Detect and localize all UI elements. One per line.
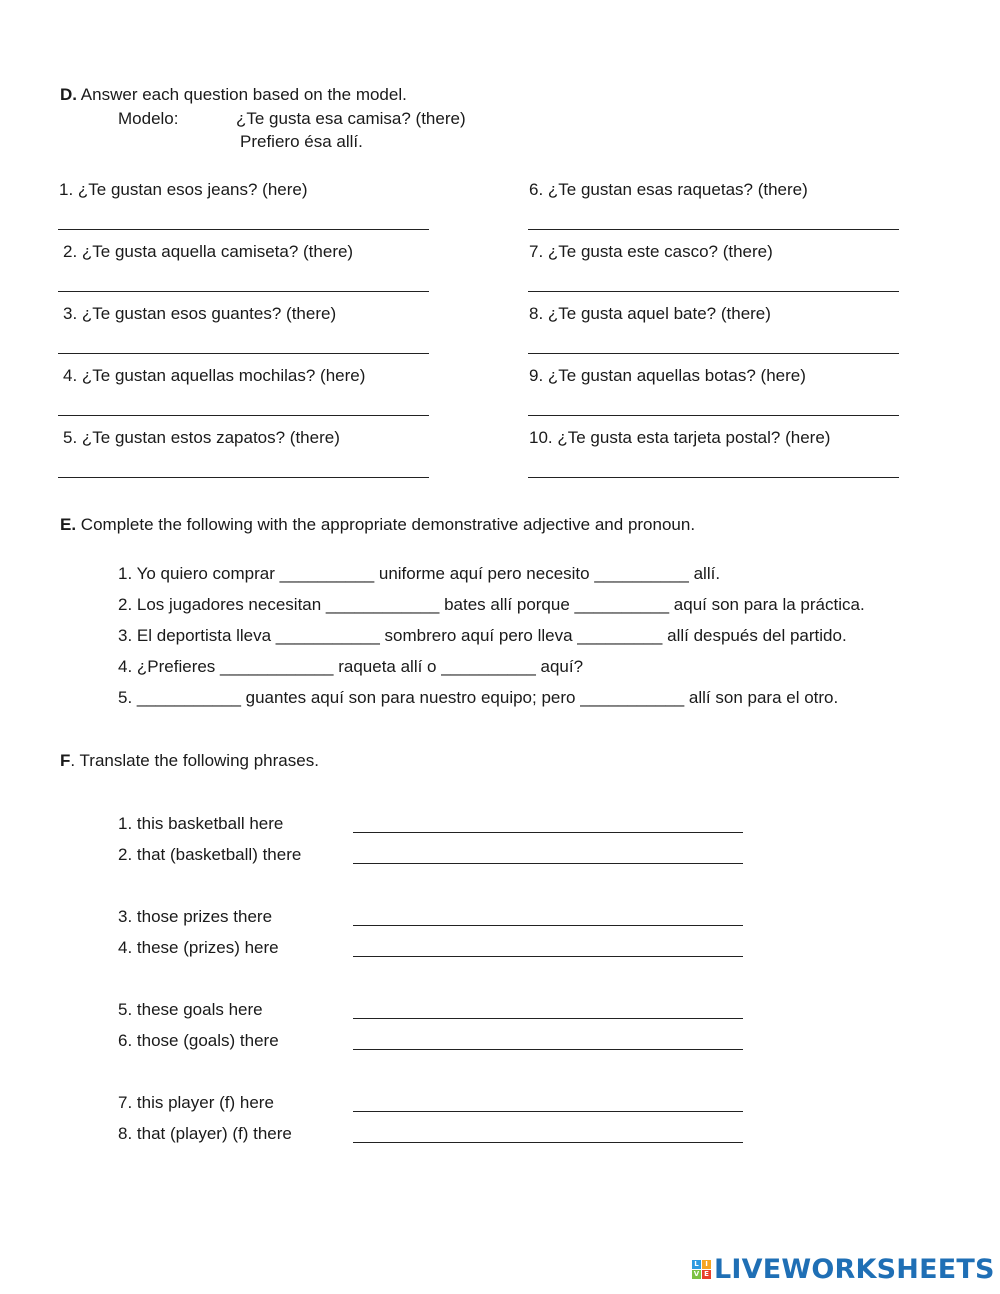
phrase-7: 7. this player (f) here [118,1093,274,1112]
phrase-2: 2. that (basketball) there [118,845,302,864]
question-2: 2. ¿Te gusta aquella camiseta? (there) [63,242,354,261]
phrase-1: 1. this basketball here [118,814,284,833]
answer-line-3[interactable] [58,353,429,354]
question-3: 3. ¿Te gustan esos guantes? (there) [63,304,337,323]
answer-line-8[interactable] [528,353,899,354]
section-f-letter: F [60,751,71,770]
question-6: 6. ¿Te gustan esas raquetas? (there) [529,180,808,199]
section-d-instruction: Answer each question based on the model. [80,85,407,104]
answer-line-9[interactable] [528,415,899,416]
translation-line-2[interactable] [353,863,743,864]
translation-line-4[interactable] [353,956,743,957]
badge-letter-i: I [702,1260,711,1269]
answer-line-7[interactable] [528,291,899,292]
section-e-instruction: Complete the following with the appropriate demonstrative adjective and pronoun. [80,515,696,534]
fill-item-1[interactable]: 1. Yo quiero comprar __________ uniforme aquí pero necesito __________ allí. [118,564,721,583]
answer-line-6[interactable] [528,229,899,230]
phrase-4: 4. these (prizes) here [118,938,279,957]
question-10: 10. ¿Te gusta esta tarjeta postal? (here) [529,428,831,447]
answer-line-5[interactable] [58,477,429,478]
section-d-letter: D. [60,85,77,104]
section-d-header [60,85,407,105]
model-answer: Prefiero ésa allí. [240,132,363,151]
answer-line-1[interactable] [58,229,429,230]
phrase-8: 8. that (player) (f) there [118,1124,292,1143]
model-label: Modelo: [118,109,179,128]
question-7: 7. ¿Te gusta este casco? (there) [529,242,773,261]
model-question: ¿Te gusta esa camisa? (there) [236,109,466,128]
fill-item-3[interactable]: 3. El deportista lleva ___________ sombrero aquí pero lleva _________ allí después del partido. [118,626,847,645]
translation-line-1[interactable] [353,832,743,833]
fill-item-5[interactable]: 5. ___________ guantes aquí son para nuestro equipo; pero ___________ allí son para el otro. [118,688,839,707]
answer-line-4[interactable] [58,415,429,416]
question-5: 5. ¿Te gustan estos zapatos? (there) [63,428,340,447]
live-badge-icon [692,1260,711,1279]
badge-letter-e: E [702,1270,711,1279]
translation-line-7[interactable] [353,1111,743,1112]
question-4: 4. ¿Te gustan aquellas mochilas? (here) [63,366,366,385]
badge-letter-l: L [692,1260,701,1269]
section-e-letter: E. [60,515,77,534]
logo-text: LIVEWORKSHEETS [714,1253,995,1285]
translation-line-5[interactable] [353,1018,743,1019]
phrase-5: 5. these goals here [118,1000,263,1019]
question-1: 1. ¿Te gustan esos jeans? (here) [59,180,308,199]
badge-letter-v: V [693,1269,700,1278]
translation-line-3[interactable] [353,925,743,926]
question-8: 8. ¿Te gusta aquel bate? (there) [529,304,771,323]
fill-item-2[interactable]: 2. Los jugadores necesitan ____________ bates allí porque __________ aquí son para la práctica. [118,595,865,614]
phrase-3: 3. those prizes there [118,907,273,926]
section-e-header [60,515,695,535]
answer-line-2[interactable] [58,291,429,292]
fill-item-4[interactable]: 4. ¿Prefieres ____________ raqueta allí o __________ aquí? [118,657,584,676]
liveworksheets-logo[interactable] [692,1254,995,1284]
question-9: 9. ¿Te gustan aquellas botas? (here) [529,366,806,385]
section-f-instruction: . Translate the following phrases. [70,751,319,770]
section-f-header [60,751,319,771]
translation-line-8[interactable] [353,1142,743,1143]
answer-line-10[interactable] [528,477,899,478]
translation-line-6[interactable] [353,1049,743,1050]
phrase-6: 6. those (goals) there [118,1031,279,1050]
